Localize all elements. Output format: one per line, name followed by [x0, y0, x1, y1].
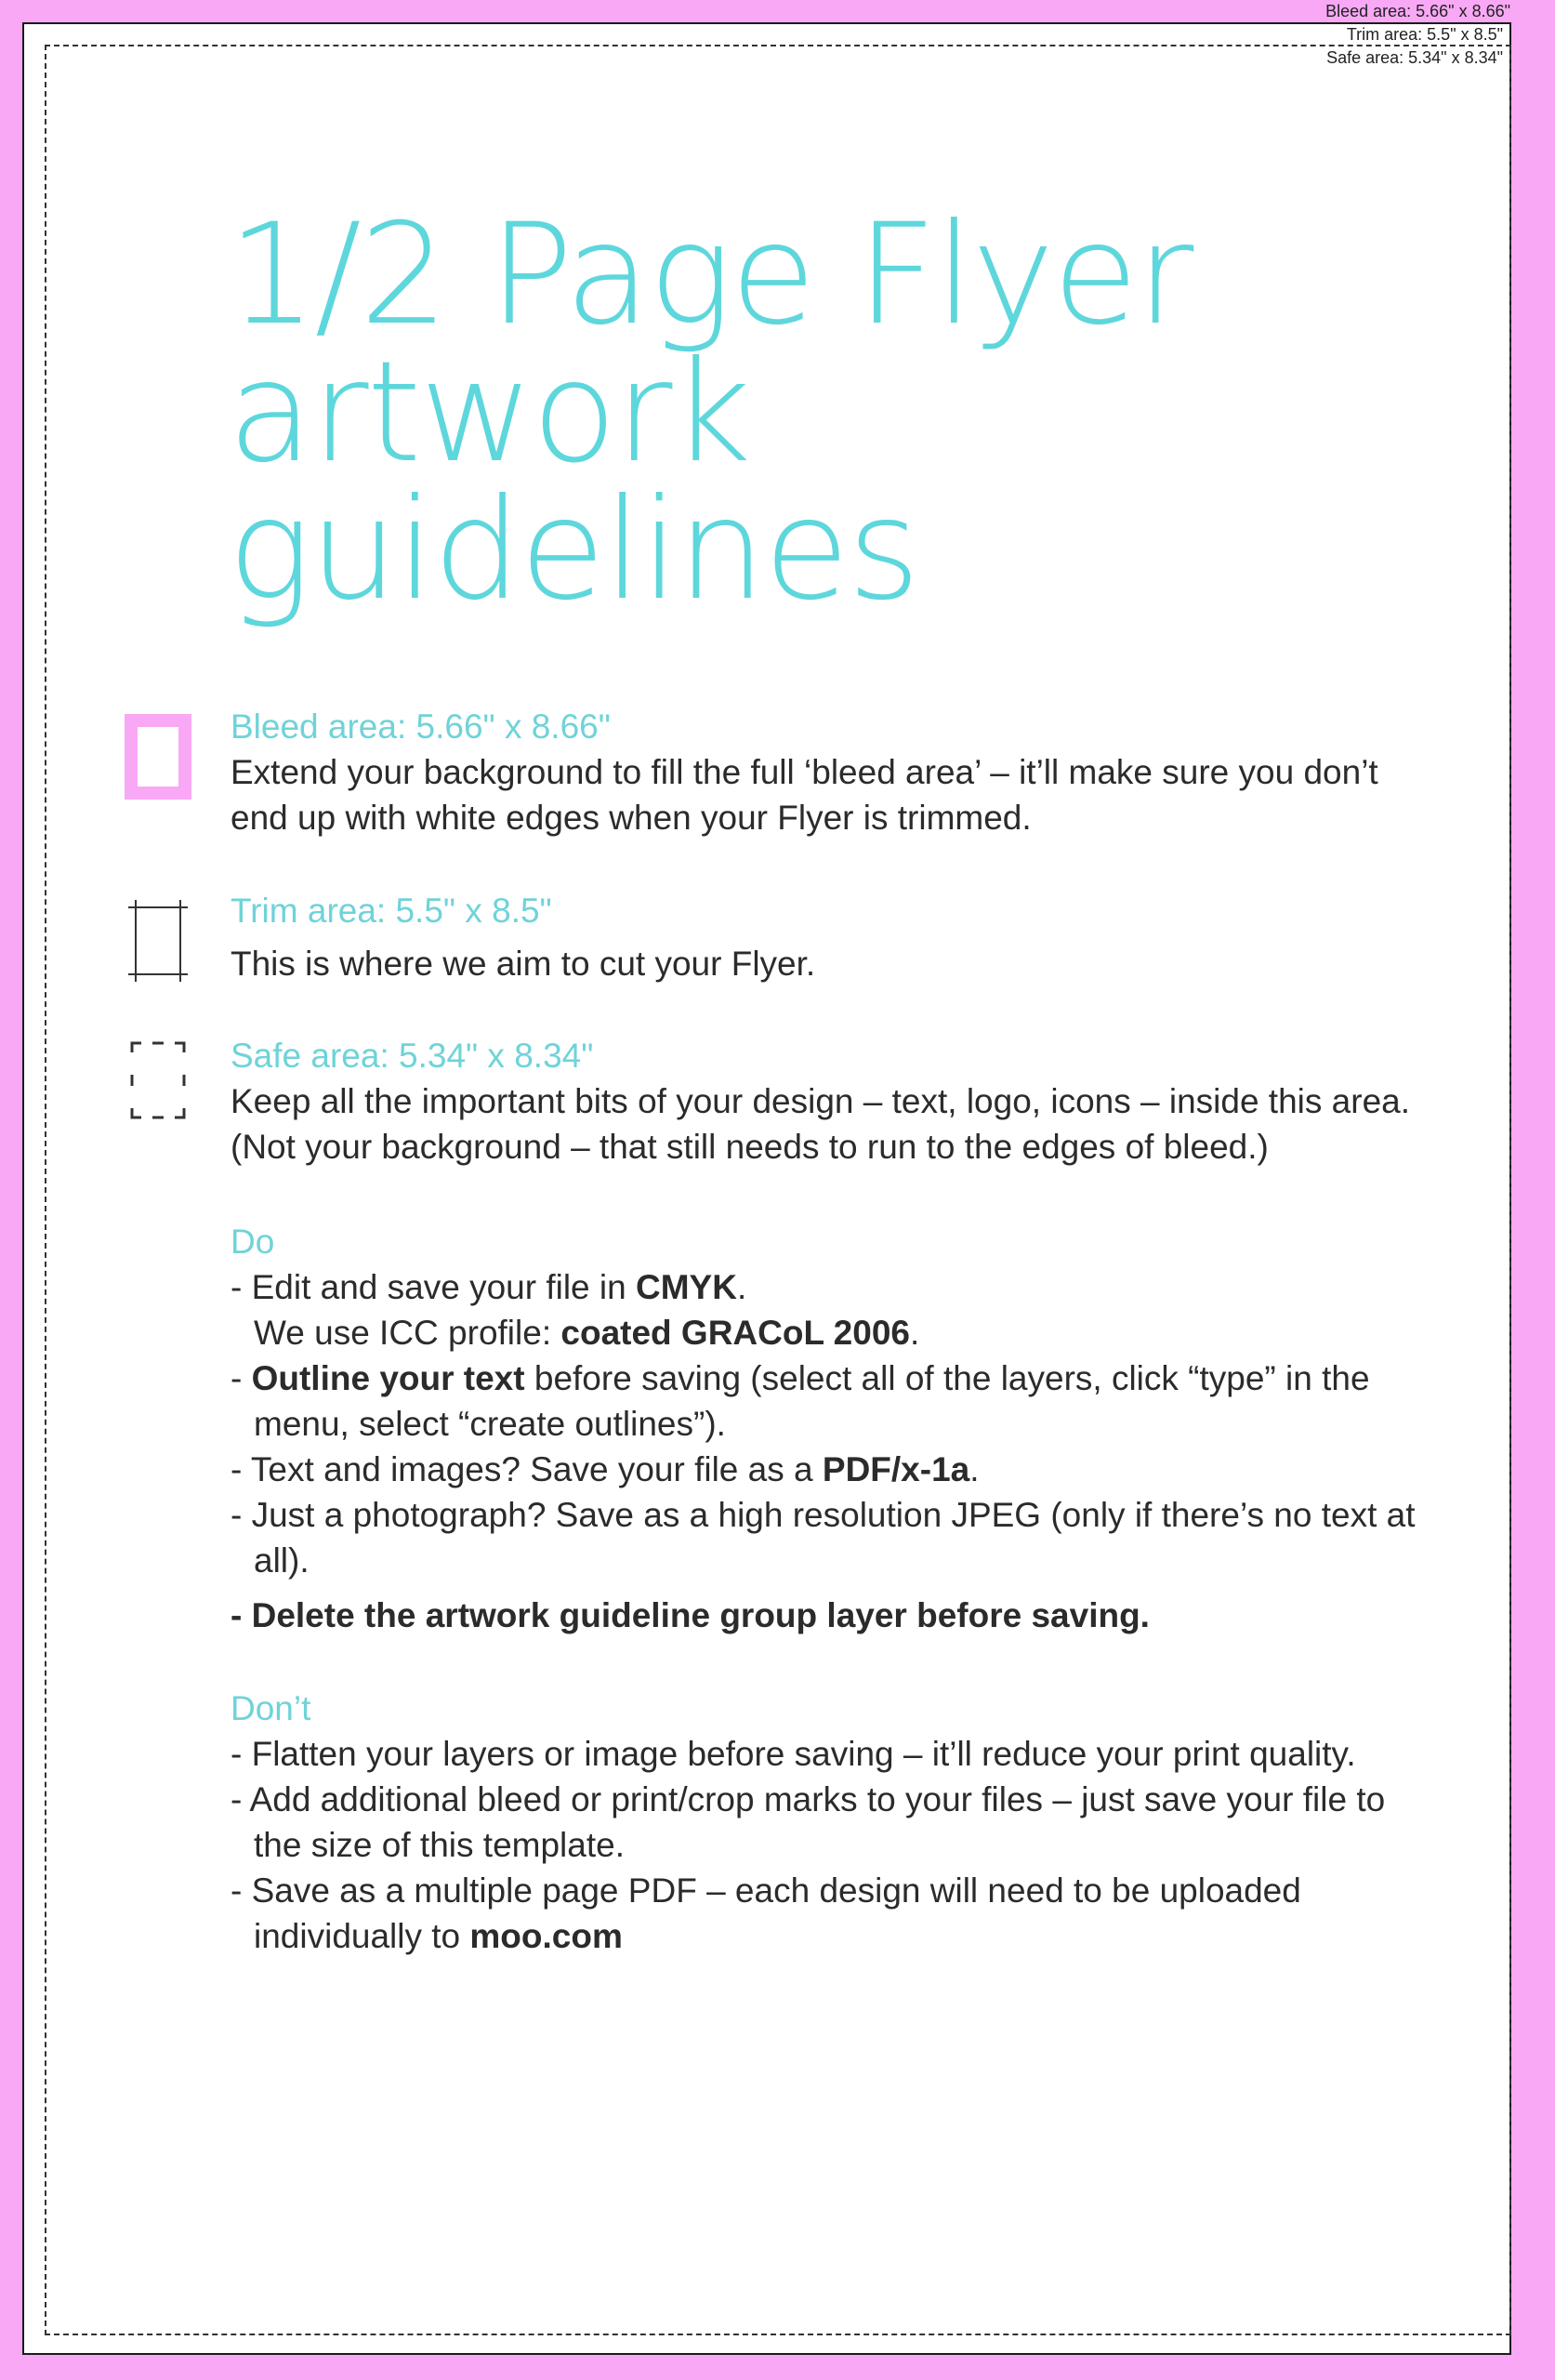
bleed-size-label: Bleed area: 5.66" x 8.66" — [1325, 2, 1510, 20]
do-list — [231, 1264, 1420, 1638]
safe-section — [231, 1034, 1420, 1170]
bleed-section — [231, 705, 1420, 840]
trim-heading: Trim area: 5.5" x 8.5" — [231, 892, 552, 930]
safe-area-icon — [130, 1041, 186, 1119]
bleed-area-icon — [125, 714, 191, 800]
safe-heading: Safe area: 5.34" x 8.34" — [231, 1037, 594, 1075]
trim-description: This is where we aim to cut your Flyer. — [231, 945, 816, 983]
list-item: - Add additional bleed or print/crop marks to your files – just save your file to the size of this template. — [231, 1780, 1386, 1864]
list-item: - Outline your text before saving (select all of the layers, click “type” in the menu, select “create outlines”). — [231, 1359, 1370, 1443]
list-item: - Save as a multiple page PDF – each design will need to be uploaded individually to moo.com — [231, 1871, 1301, 1955]
trim-size-label: Trim area: 5.5" x 8.5" — [1346, 25, 1503, 44]
title-line-3: guidelines — [228, 469, 919, 631]
list-item: - Just a photograph? Save as a high resolution JPEG (only if there’s no text at all). — [231, 1496, 1416, 1580]
list-item: - Text and images? Save your file as a PDF/x-1a. — [231, 1450, 980, 1488]
do-heading: Do — [231, 1223, 275, 1261]
title-line-2: artwork — [228, 332, 750, 494]
trim-section — [231, 889, 1420, 986]
bleed-description: Extend your background to fill the full ‘bleed area’ – it’ll make sure you don’t end up with white edges when your Flyer is trimmed. — [231, 753, 1378, 837]
dont-list — [231, 1731, 1420, 1959]
list-item: - Delete the artwork guideline group layer before saving. — [231, 1596, 1150, 1634]
dont-heading: Don’t — [231, 1689, 311, 1727]
trim-area-icon — [128, 900, 188, 982]
bleed-heading: Bleed area: 5.66" x 8.66" — [231, 707, 611, 746]
area-size-labels — [1325, 0, 1510, 70]
dont-section — [231, 1686, 1420, 1959]
list-item: - Edit and save your file in CMYK. We use ICC profile: coated GRACoL 2006. — [231, 1268, 920, 1352]
safe-description: Keep all the important bits of your design – text, logo, icons – inside this area. (Not your background – that still needs to run to the edges of bleed.) — [231, 1082, 1411, 1166]
list-item: - Flatten your layers or image before saving – it’ll reduce your print quality. — [231, 1735, 1356, 1773]
safe-size-label: Safe area: 5.34" x 8.34" — [1326, 48, 1503, 67]
do-section — [231, 1220, 1420, 1638]
page-title — [228, 194, 1193, 631]
title-line-1: 1/2 Page Flyer — [228, 194, 1193, 356]
